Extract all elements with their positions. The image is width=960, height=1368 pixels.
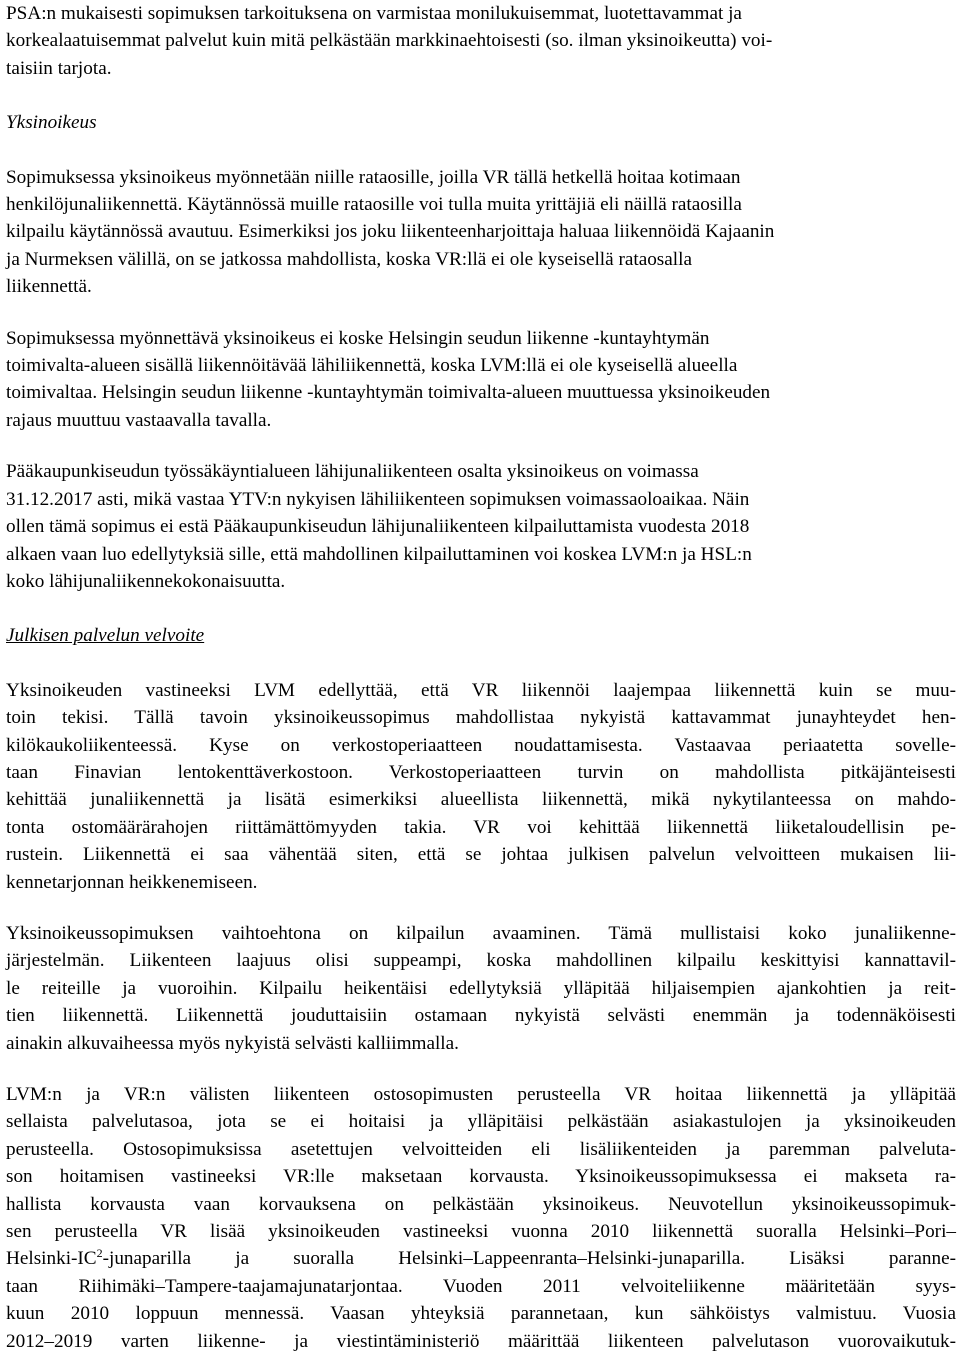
text-line: Sopimuksessa myönnettävä yksinoikeus ei koske Helsingin seudun liikenne -kuntayhtymän [6, 327, 710, 349]
text-line: kennetarjonnan heikkenemiseen. [6, 871, 258, 893]
text-line: sellaista palvelutasoa, jota se ei hoitaisi ja ylläpitäisi pelkästään asiakastulojen ja yksinoikeuden [6, 1111, 956, 1133]
text-line: rajaus muuttuu vastaavalla tavalla. [6, 409, 272, 431]
text-line: tonta ostomäärärahojen riittämättömyyden takia. VR voi kehittää liikennettä liiketaloudellisin pe- [6, 816, 956, 838]
text-line: Yksinoikeussopimuksen vaihtoehtona on kilpailun avaaminen. Tämä mullistaisi koko junaliikenne- [6, 922, 956, 944]
text-line: le reiteille ja vuoroihin. Kilpailu heikentäisi edellytyksiä ylläpitää hiljaisempien ajankohtien ja reit- [6, 977, 956, 999]
section-heading-velvoite: Julkisen palvelun velvoite [6, 625, 205, 647]
text-line: Sopimuksessa yksinoikeus myönnetään niille rataosille, joilla VR tällä hetkellä hoitaa kotimaan [6, 166, 741, 188]
text-line: hallista korvausta vaan korvauksena on pelkästään yksinoikeus. Neuvotellun yksinoikeussopimuk- [6, 1193, 956, 1215]
text-line: henkilöjunaliikennettä. Käytännössä muille rataosille voi tulla muita yrittäjiä eli näillä rataosilla [6, 194, 742, 216]
text-line: 31.12.2017 asti, mikä vastaa YTV:n nykyisen lähiliikenteen sopimuksen voimassaoloaikaa. Näin [6, 488, 750, 510]
document-page [6, 0, 956, 1355]
paragraph-velvoite-2 [6, 920, 956, 1057]
text-fragment: -junaparilla ja suoralla Helsinki–Lappeenranta–Helsinki-junaparilla. Lisäksi paranne- [102, 1248, 956, 1270]
text-line: rustein. Liikennettä ei saa vähentää siten, että se johtaa julkisen palvelun velvoitteen mukaisen lii- [6, 844, 956, 866]
paragraph-velvoite-1 [6, 677, 956, 896]
text-line: toin tekisi. Tällä tavoin yksinoikeussopimus mahdollistaa nykyistä kattavammat junayhteydet hen- [6, 707, 956, 729]
superscript: 2 [96, 1246, 103, 1261]
text-line: son hoitamisen vastineeksi VR:lle maksetaan korvausta. Yksinoikeussopimuksessa ei makseta ra- [6, 1166, 956, 1188]
paragraph-velvoite-3 [6, 1081, 956, 1355]
text-line: sen perusteella VR lisää yksinoikeuden vastineeksi vuonna 2010 liikennettä suoralla Helsinki–Pori– [6, 1221, 956, 1243]
text-line: Yksinoikeuden vastineeksi LVM edellyttää, että VR liikennöi laajempaa liikennettä kuin se muu- [6, 679, 956, 701]
text-line: korkealaatuisemmat palvelut kuin mitä pelkästään markkinaehtoisesti (so. ilman yksinoikeutta) voi- [6, 30, 773, 52]
text-line: ainakin alkuvaiheessa myös nykyistä selvästi kalliimmalla. [6, 1032, 459, 1054]
text-line: taan Riihimäki–Tampere-taajamajunatarjontaa. Vuoden 2011 velvoiteliikenne määritetään syys- [6, 1275, 956, 1297]
text-line: LVM:n ja VR:n välisten liikenteen ostosopimusten perusteella VR hoitaa liikennettä ja ylläpitää [6, 1084, 956, 1105]
text-line: toimivaltaa. Helsingin seudun liikenne -kuntayhtymän toimivalta-alueen muuttuessa yksinoikeuden [6, 382, 771, 404]
text-line: taan Finavian lentokenttäverkostoon. Verkostoperiaatteen turvin on mahdollista pitkäjänteisesti [6, 761, 956, 783]
text-line: toimivalta-alueen sisällä liikennöitävää lähiliikennettä, koska LVM:llä ei ole kyseisellä alueella [6, 355, 738, 377]
paragraph-yksinoikeus-3 [6, 458, 956, 595]
text-line: ollen tämä sopimus ei estä Pääkaupunkiseudun lähijunaliikenteen kilpailuttamista vuodesta 2018 [6, 516, 750, 538]
text-line: kehittää junaliikennettä ja lisätä esimerkiksi alueellista liikennettä, mikä nykytilanteessa on mahdo- [6, 789, 956, 811]
text-line-ic [6, 1245, 956, 1272]
text-line: 2012–2019 varten liikenne- ja viestintäministeriö määrittää liikenteen palvelutason vuorovaikutuk- [6, 1330, 956, 1352]
section-heading-yksinoikeus: Yksinoikeus [6, 112, 97, 134]
text-line: PSA:n mukaisesti sopimuksen tarkoituksena on varmistaa monilukuisemmat, luotettavammat ja [6, 3, 742, 24]
text-line: taisiin tarjota. [6, 57, 112, 79]
paragraph-yksinoikeus-1 [6, 164, 956, 301]
text-line: tien liikennettä. Liikennettä jouduttaisiin ostamaan nykyistä selvästi enemmän ja todennäköisesti [6, 1005, 956, 1027]
text-line: kilökaukoliikenteessä. Kyse on verkostoperiaatteen noudattamisesta. Vastaavaa periaatetta sovelle- [6, 734, 956, 756]
text-line: Pääkaupunkiseudun työssäkäyntialueen lähijunaliikenteen osalta yksinoikeus on voimassa [6, 461, 699, 483]
text-fragment: Helsinki-IC [6, 1248, 97, 1270]
text-line: kilpailu käytännössä avautuu. Esimerkiksi jos joku liikenteenharjoittaja haluaa liikennöidä Kajaanin [6, 221, 775, 243]
text-line: koko lähijunaliikennekokonaisuutta. [6, 570, 286, 592]
text-line: liikennettä. [6, 276, 92, 298]
text-line: ja Nurmeksen välillä, on se jatkossa mahdollista, koska VR:llä ei ole kyseisellä rataosalla [6, 248, 692, 270]
text-line: alkaen vaan luo edellytyksiä sille, että mahdollinen kilpailuttaminen voi koskea LVM:n ja HSL:n [6, 543, 752, 565]
paragraph-psa [6, 0, 956, 82]
text-line: kuun 2010 loppuun mennessä. Vaasan yhteyksiä parannetaan, kun sähköistys valmistuu. Vuosia [6, 1303, 956, 1325]
paragraph-yksinoikeus-2 [6, 325, 956, 435]
text-line: järjestelmän. Liikenteen laajuus olisi suppeampi, koska mahdollinen kilpailu keskittyisi kannattavil- [6, 950, 956, 972]
text-line: perusteella. Ostosopimuksissa asetettujen velvoitteiden eli lisäliikenteiden ja paremman palveluta- [6, 1138, 956, 1160]
